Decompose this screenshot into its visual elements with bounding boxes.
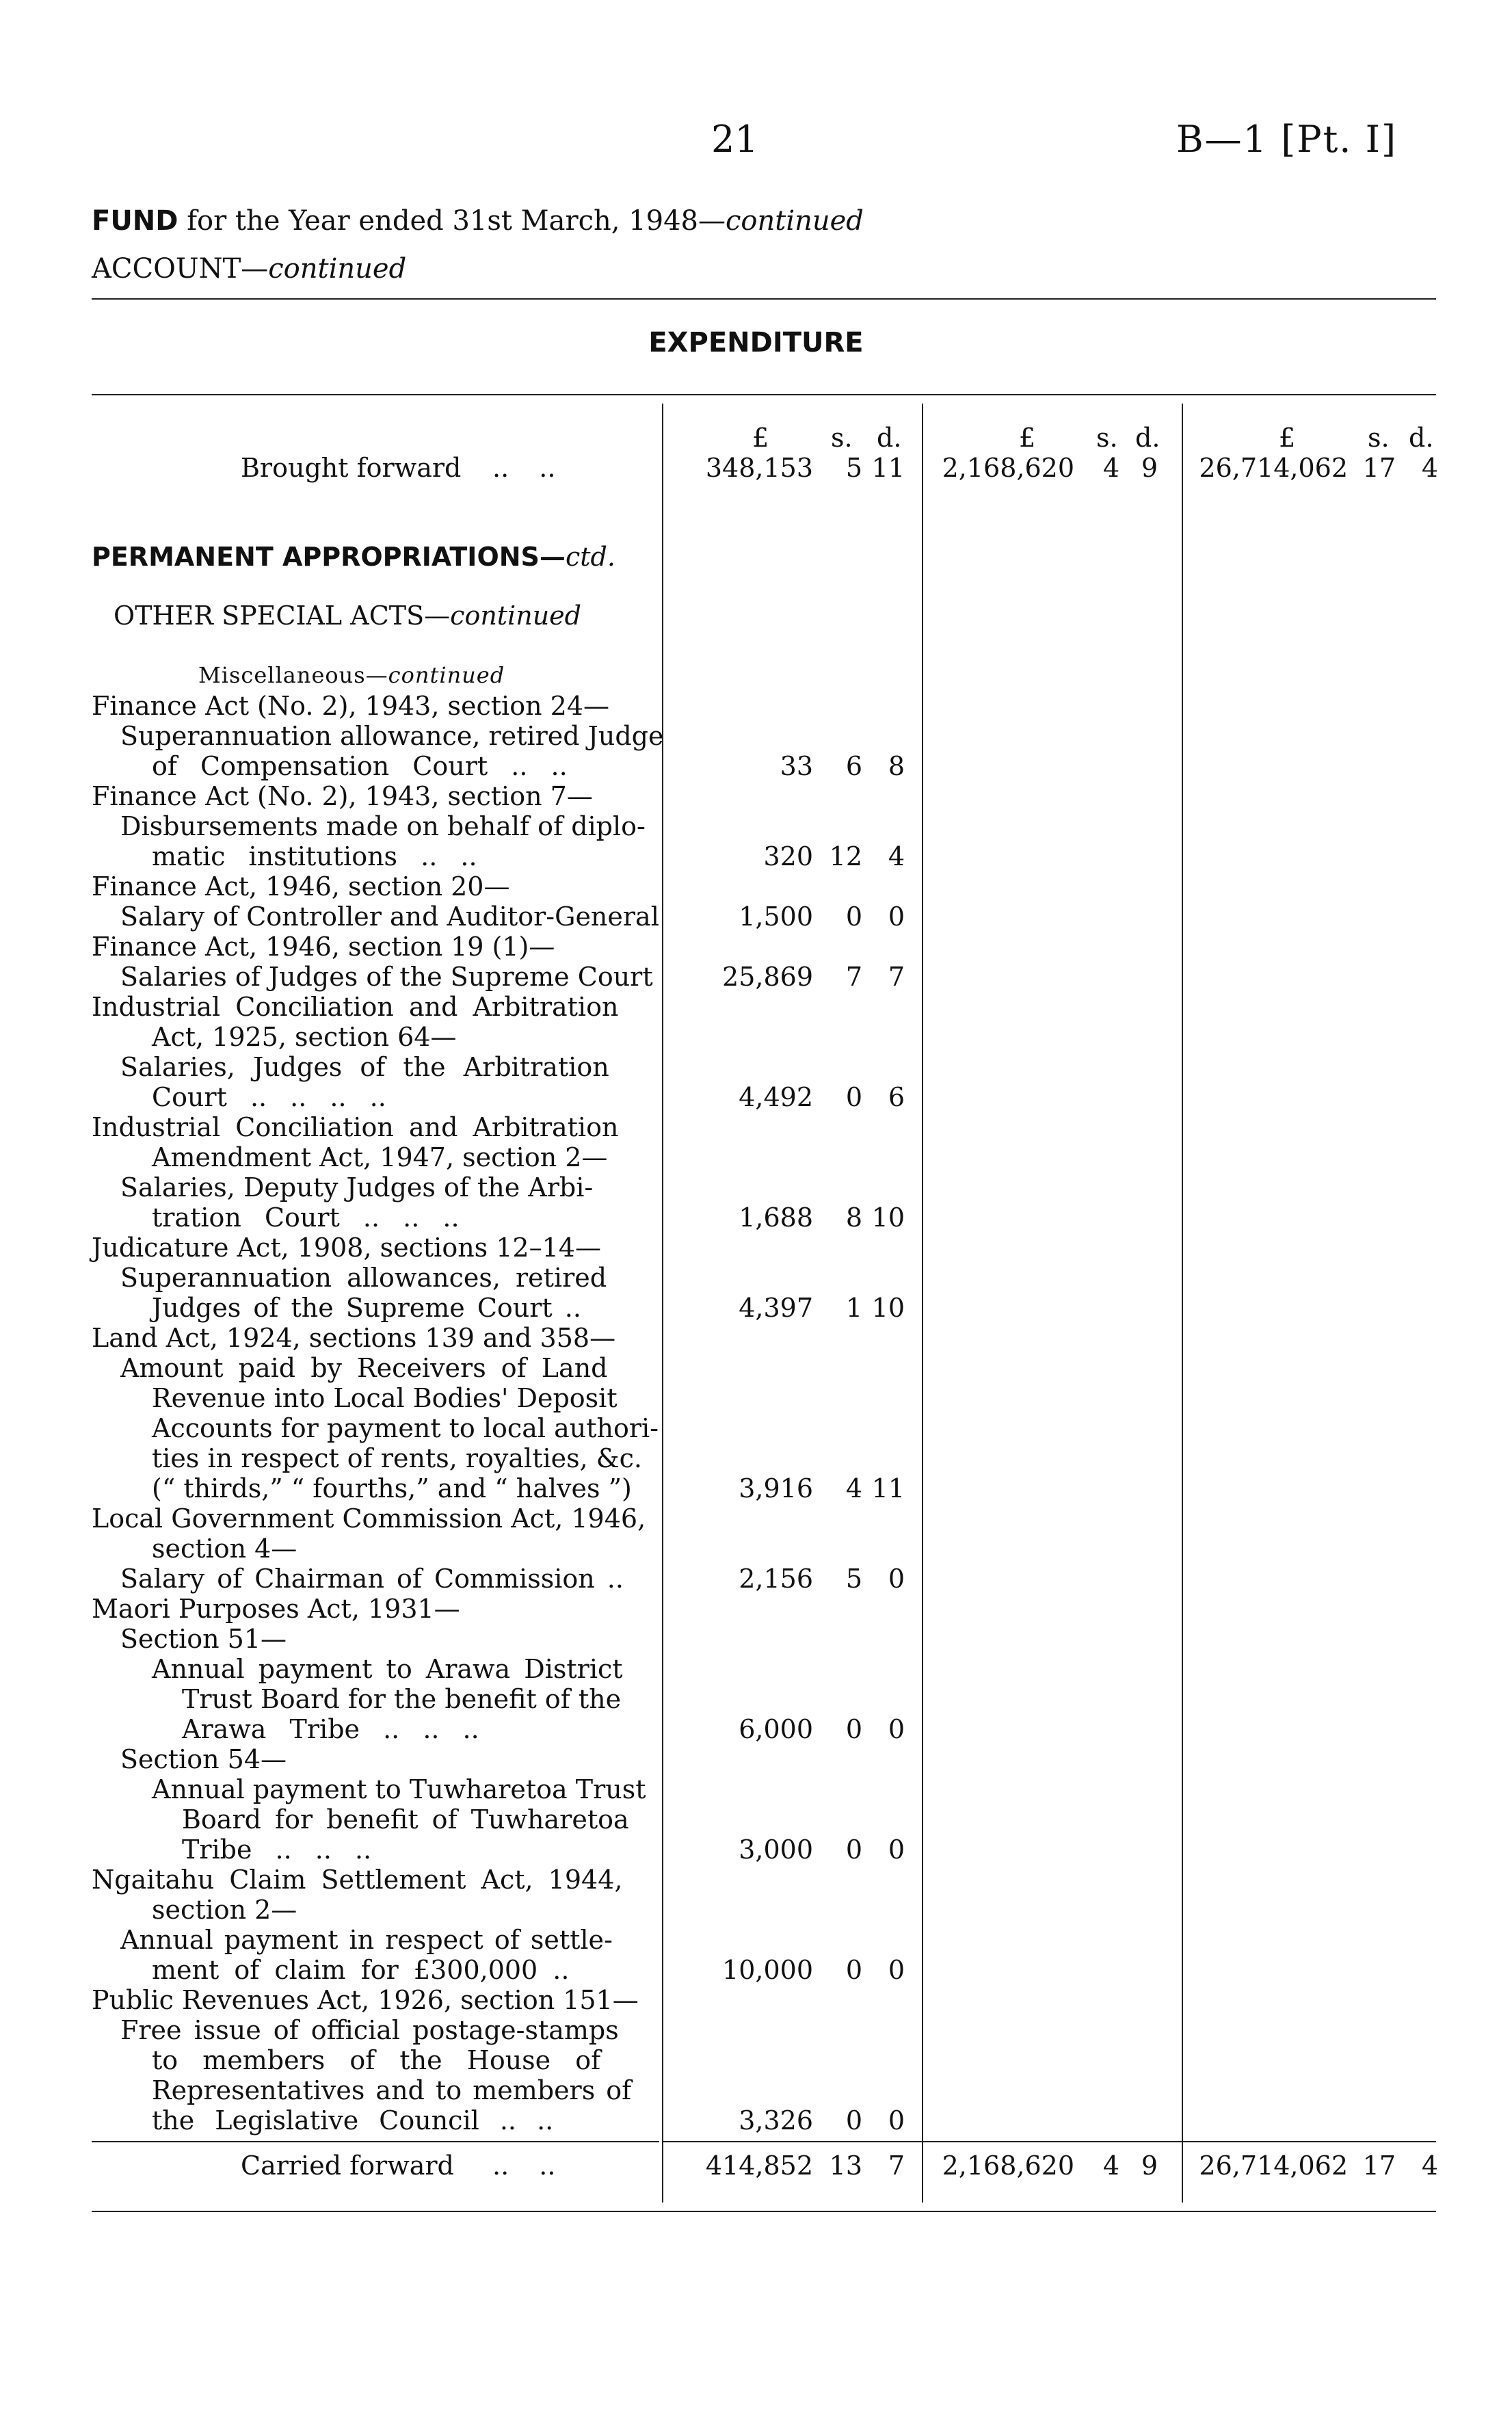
item-line: Accounts for payment to local authori- bbox=[152, 1413, 659, 1443]
amount-pounds: 3,916 bbox=[739, 1473, 813, 1503]
item-line: Salaries, Deputy Judges of the Arbi- bbox=[120, 1172, 594, 1203]
bf-col3-pounds: 26,714,062 bbox=[1199, 453, 1348, 483]
col3-pence-header: d. bbox=[1409, 423, 1434, 453]
item-line: Superannuation allowances, retired bbox=[120, 1263, 607, 1293]
item-line: Court .. .. .. .. bbox=[152, 1082, 386, 1112]
amount-shillings: 0 bbox=[845, 1835, 862, 1865]
amount-shillings: 1 bbox=[845, 1293, 862, 1323]
item-line: Tribe .. .. .. bbox=[182, 1835, 372, 1865]
bf-col1-pounds: 348,153 bbox=[705, 453, 813, 483]
item-line: tration Court .. .. .. bbox=[152, 1203, 460, 1233]
cf-col1-pounds: 414,852 bbox=[705, 2151, 813, 2181]
total-rule-right bbox=[662, 2141, 1436, 2142]
account-title bbox=[92, 253, 406, 285]
bf-col2-pounds: 2,168,620 bbox=[942, 453, 1074, 483]
item-line: ment of claim for £300,000 .. bbox=[152, 1955, 570, 1985]
item-line: Act, 1925, section 64— bbox=[152, 1022, 457, 1052]
item-line: Finance Act (No. 2), 1943, section 7— bbox=[92, 781, 593, 811]
fund-title-italic: continued bbox=[726, 205, 864, 237]
item-line: matic institutions .. .. bbox=[152, 841, 477, 871]
amount-pounds: 4,492 bbox=[739, 1082, 813, 1112]
item-line: Revenue into Local Bodies' Deposit bbox=[152, 1383, 618, 1413]
fund-title-text: for the Year ended 31st March, 1948— bbox=[178, 205, 726, 237]
misc-heading-italic: continued bbox=[388, 662, 505, 688]
account-title-text: ACCOUNT— bbox=[92, 253, 269, 285]
item-line: Finance Act, 1946, section 20— bbox=[92, 871, 510, 902]
amount-pence: 4 bbox=[888, 841, 905, 871]
item-line: Salary of Controller and Auditor-General bbox=[120, 902, 659, 932]
amount-shillings: 7 bbox=[845, 962, 862, 992]
bf-col2-shillings: 4 bbox=[1102, 453, 1119, 483]
col3-shilling-header: s. bbox=[1368, 423, 1390, 453]
amount-pounds: 10,000 bbox=[722, 1955, 813, 1985]
cf-col2-pounds: 2,168,620 bbox=[942, 2151, 1074, 2181]
item-line: Public Revenues Act, 1926, section 151— bbox=[92, 1985, 639, 2015]
item-line: Board for benefit of Tuwharetoa bbox=[182, 1804, 629, 1835]
cf-col3-pounds: 26,714,062 bbox=[1199, 2151, 1348, 2181]
item-line: Free issue of official postage-stamps bbox=[120, 2015, 619, 2045]
col2-shilling-header: s. bbox=[1096, 423, 1118, 453]
top-rule bbox=[92, 298, 1436, 300]
cf-col1-pence: 7 bbox=[888, 2151, 905, 2181]
col1-pound-header: £ bbox=[752, 423, 769, 453]
amount-pounds: 1,500 bbox=[739, 902, 813, 932]
item-line: to members of the House of bbox=[152, 2045, 601, 2075]
item-line: Salary of Chairman of Commission .. bbox=[120, 1564, 624, 1594]
amount-pence: 0 bbox=[888, 1564, 905, 1594]
item-line: Finance Act (No. 2), 1943, section 24— bbox=[92, 691, 609, 721]
other-heading-italic: continued bbox=[450, 601, 581, 631]
item-line: Arawa Tribe .. .. .. bbox=[182, 1714, 479, 1744]
permanent-appropriations-heading bbox=[92, 542, 615, 572]
amount-pounds: 3,000 bbox=[739, 1835, 813, 1865]
item-line: Salaries of Judges of the Supreme Court bbox=[120, 962, 653, 992]
item-line: Maori Purposes Act, 1931— bbox=[92, 1594, 460, 1624]
cf-col1-shillings: 13 bbox=[829, 2151, 862, 2181]
amount-shillings: 6 bbox=[845, 751, 862, 781]
item-line: Land Act, 1924, sections 139 and 358— bbox=[92, 1323, 616, 1353]
amount-pounds: 25,869 bbox=[722, 962, 813, 992]
item-line: Judges of the Supreme Court .. bbox=[152, 1293, 581, 1323]
cf-col2-pence: 9 bbox=[1141, 2151, 1158, 2181]
item-line: section 2— bbox=[152, 1895, 297, 1925]
cf-col3-pence: 4 bbox=[1421, 2151, 1438, 2181]
item-line: Ngaitahu Claim Settlement Act, 1944, bbox=[92, 1865, 623, 1895]
amount-pence: 0 bbox=[888, 902, 905, 932]
amount-shillings: 0 bbox=[845, 1082, 862, 1112]
amount-shillings: 0 bbox=[845, 2105, 862, 2136]
other-heading-text: OTHER SPECIAL ACTS— bbox=[114, 601, 451, 631]
bf-col1-pence: 11 bbox=[871, 453, 905, 483]
bf-col3-pence: 4 bbox=[1421, 453, 1438, 483]
fund-title bbox=[92, 205, 864, 237]
amount-pence: 0 bbox=[888, 2105, 905, 2136]
item-line: Section 51— bbox=[120, 1624, 287, 1654]
amount-pounds: 320 bbox=[763, 841, 813, 871]
perm-heading-italic: ctd. bbox=[565, 542, 615, 572]
amount-pounds: 1,688 bbox=[739, 1203, 813, 1233]
amount-pence: 10 bbox=[871, 1293, 905, 1323]
amount-pence: 7 bbox=[888, 962, 905, 992]
carried-forward-dots: .. .. bbox=[492, 2151, 556, 2181]
amount-shillings: 0 bbox=[845, 1714, 862, 1744]
amount-pence: 8 bbox=[888, 751, 905, 781]
page-number: 21 bbox=[711, 118, 758, 161]
item-line: Representatives and to members of bbox=[152, 2075, 632, 2105]
misc-heading-text: Miscellaneous— bbox=[198, 662, 388, 688]
document-reference: B—1 [Pt. I] bbox=[1176, 118, 1398, 161]
item-line: of Compensation Court .. .. bbox=[152, 751, 568, 781]
col3-pound-header: £ bbox=[1279, 423, 1296, 453]
amount-pounds: 2,156 bbox=[739, 1564, 813, 1594]
bf-col3-shillings: 17 bbox=[1362, 453, 1396, 483]
item-line: (“ thirds,” “ fourths,” and “ halves ”) bbox=[152, 1473, 632, 1503]
item-line: Disbursements made on behalf of diplo- bbox=[120, 811, 646, 841]
column-rule-3 bbox=[1182, 404, 1183, 2203]
amount-shillings: 0 bbox=[845, 902, 862, 932]
item-line: Trust Board for the benefit of the bbox=[182, 1684, 622, 1714]
section-heading: EXPENDITURE bbox=[648, 327, 864, 358]
carried-forward-label: Carried forward bbox=[241, 2151, 454, 2181]
amount-shillings: 0 bbox=[845, 1955, 862, 1985]
amount-pounds: 6,000 bbox=[739, 1714, 813, 1744]
item-line: Industrial Conciliation and Arbitration bbox=[92, 992, 619, 1022]
cf-col3-shillings: 17 bbox=[1362, 2151, 1396, 2181]
column-rule-2 bbox=[922, 404, 923, 2203]
amount-pence: 11 bbox=[871, 1473, 905, 1503]
col2-pence-header: d. bbox=[1135, 423, 1160, 453]
amount-pounds: 3,326 bbox=[739, 2105, 813, 2136]
amount-shillings: 12 bbox=[829, 841, 862, 871]
col2-pound-header: £ bbox=[1019, 423, 1036, 453]
bottom-rule bbox=[92, 2211, 1436, 2212]
perm-heading-bold: PERMANENT APPROPRIATIONS— bbox=[92, 542, 566, 572]
column-rule-1 bbox=[662, 404, 663, 2203]
miscellaneous-heading bbox=[198, 662, 505, 688]
amount-pounds: 4,397 bbox=[739, 1293, 813, 1323]
item-line: Finance Act, 1946, section 19 (1)— bbox=[92, 932, 555, 962]
item-line: ties in respect of rents, royalties, &c. bbox=[152, 1443, 642, 1473]
item-line: Local Government Commission Act, 1946, bbox=[92, 1503, 646, 1534]
col1-pence-header: d. bbox=[877, 423, 902, 453]
item-line: Industrial Conciliation and Arbitration bbox=[92, 1112, 619, 1142]
col1-shilling-header: s. bbox=[831, 423, 853, 453]
amount-pence: 0 bbox=[888, 1714, 905, 1744]
amount-shillings: 4 bbox=[845, 1473, 862, 1503]
bf-col2-pence: 9 bbox=[1141, 453, 1158, 483]
cf-col2-shillings: 4 bbox=[1102, 2151, 1119, 2181]
item-line: Judicature Act, 1908, sections 12–14— bbox=[92, 1233, 601, 1263]
amount-pence: 0 bbox=[888, 1955, 905, 1985]
account-title-italic: continued bbox=[268, 253, 407, 285]
fund-title-bold: FUND bbox=[92, 205, 178, 237]
header-rule bbox=[92, 394, 1436, 395]
item-line: Section 54— bbox=[120, 1744, 287, 1774]
amount-pounds: 33 bbox=[780, 751, 813, 781]
item-line: Salaries, Judges of the Arbitration bbox=[120, 1052, 609, 1082]
item-line: Superannuation allowance, retired Judge bbox=[120, 721, 664, 751]
item-line: section 4— bbox=[152, 1534, 297, 1564]
item-line: Annual payment to Arawa District bbox=[152, 1654, 623, 1684]
item-line: Annual payment in respect of settle- bbox=[120, 1925, 613, 1955]
item-line: Annual payment to Tuwharetoa Trust bbox=[152, 1774, 646, 1804]
amount-shillings: 5 bbox=[845, 1564, 862, 1594]
item-line: Amount paid by Receivers of Land bbox=[120, 1353, 608, 1383]
total-rule-left bbox=[92, 2141, 659, 2142]
amount-shillings: 8 bbox=[845, 1203, 862, 1233]
amount-pence: 10 bbox=[871, 1203, 905, 1233]
item-line: the Legislative Council .. .. bbox=[152, 2105, 554, 2136]
amount-pence: 6 bbox=[888, 1082, 905, 1112]
bf-col1-shillings: 5 bbox=[845, 453, 862, 483]
brought-forward-label: Brought forward bbox=[241, 453, 462, 483]
amount-pence: 0 bbox=[888, 1835, 905, 1865]
other-special-acts-heading bbox=[114, 601, 581, 631]
brought-forward-dots: .. .. bbox=[492, 453, 556, 483]
item-line: Amendment Act, 1947, section 2— bbox=[152, 1142, 608, 1172]
